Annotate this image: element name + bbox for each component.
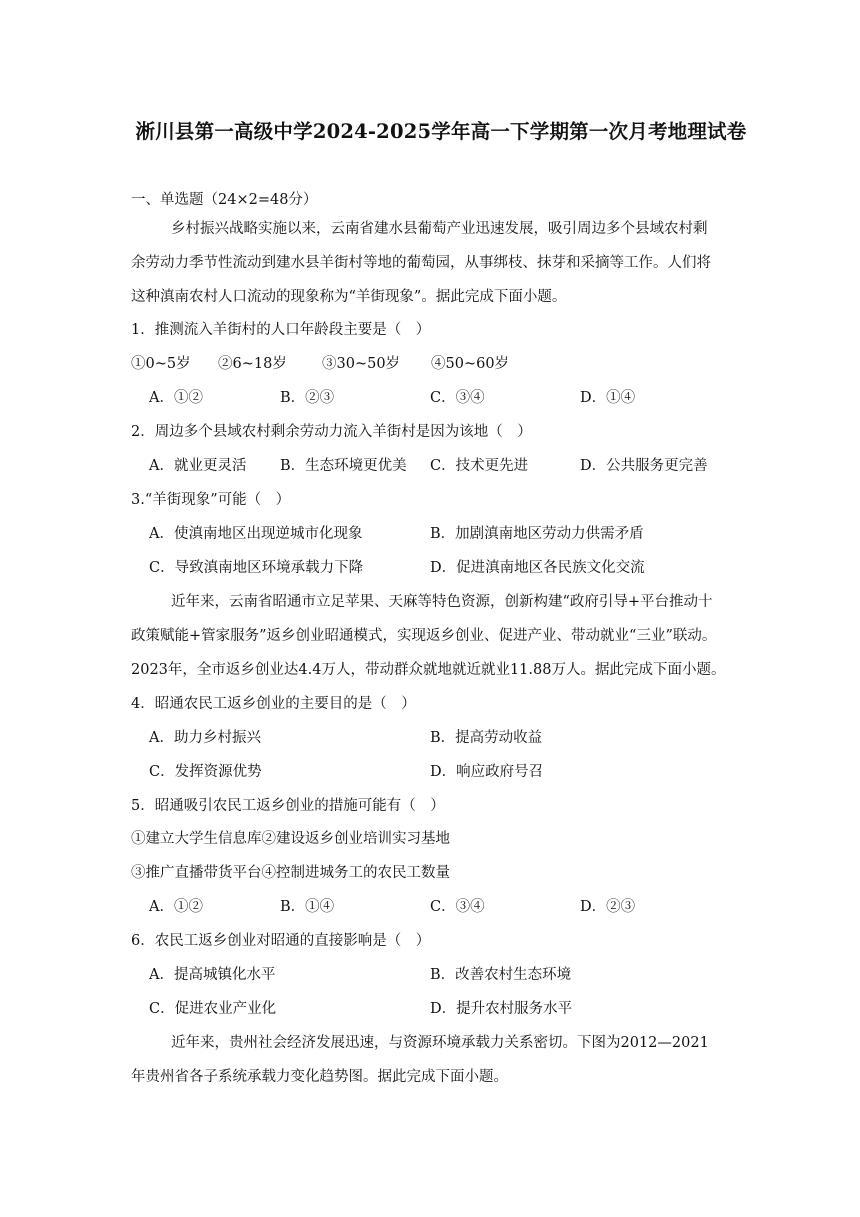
- option-a: A．助力乡村振兴: [149, 730, 261, 746]
- question-stem: 5．昭通吸引农民工返乡创业的措施可能有（ ）: [131, 798, 445, 814]
- option-b: B．生态环境更优美: [280, 458, 407, 474]
- option-c: C．促进农业产业化: [149, 1001, 277, 1017]
- option-c: C．导致滇南地区环境承载力下降: [149, 560, 364, 576]
- passage-line: 余劳动力季节性流动到建水县羊街村等地的葡萄园，从事绑枝、抹芽和采摘等工作。人们将: [131, 255, 711, 271]
- option-a: A．就业更灵活: [149, 458, 247, 474]
- passage-line: 乡村振兴战略实施以来，云南省建水县葡萄产业迅速发展，吸引周边多个县域农村剩: [171, 221, 708, 237]
- exam-title: 淅川县第一高级中学2024-2025学年高一下学期第一次月考地理试卷: [135, 120, 747, 143]
- question-stem: 1．推测流入羊街村的人口年龄段主要是（ ）: [131, 322, 431, 338]
- option-d: D．①④: [580, 390, 636, 406]
- choice-item: ④50~60岁: [431, 356, 510, 372]
- question-stem: 2．周边多个县域农村剩余劳动力流入羊街村是因为该地（ ）: [131, 424, 532, 440]
- choice-item: ③30~50岁: [322, 356, 401, 372]
- passage-line: 年贵州省各子系统承载力变化趋势图。据此完成下面小题。: [131, 1069, 508, 1085]
- option-d: D．提升农村服务水平: [430, 1001, 573, 1017]
- option-d: D．促进滇南地区各民族文化交流: [430, 560, 645, 576]
- question-stem: 4．昭通农民工返乡创业的主要目的是（ ）: [131, 696, 416, 712]
- choice-item: ②6~18岁: [218, 356, 287, 372]
- option-a: A．使滇南地区出现逆城市化现象: [149, 526, 363, 542]
- option-c: C．③④: [430, 390, 485, 406]
- option-b: B．提高劳动收益: [430, 730, 543, 746]
- passage-line: 政策赋能+管家服务”返乡创业昭通模式，实现返乡创业、促进产业、带动就业“三业”联动。: [131, 628, 717, 644]
- choice-line: ①建立大学生信息库②建设返乡创业培训实习基地: [131, 831, 450, 847]
- option-c: C．发挥资源优势: [149, 764, 262, 780]
- option-a: A．①②: [149, 899, 203, 915]
- passage-line: 这种滇南农村人口流动的现象称为“羊街现象”。据此完成下面小题。: [131, 289, 567, 305]
- question-stem: 6．农民工返乡创业对昭通的直接影响是（ ）: [131, 933, 431, 949]
- option-a: A．提高城镇化水平: [149, 967, 276, 983]
- passage-line: 近年来，贵州社会经济发展迅速，与资源环境承载力关系密切。下图为2012—2021: [171, 1035, 709, 1051]
- option-d: D．公共服务更完善: [580, 458, 708, 474]
- option-c: C．③④: [430, 899, 485, 915]
- passage-line: 2023年，全市返乡创业达4.4万人，带动群众就地就近就业11.88万人。据此完成下面小题。: [131, 662, 726, 678]
- option-b: B．加剧滇南地区劳动力供需矛盾: [430, 526, 644, 542]
- option-b: B．改善农村生态环境: [430, 967, 572, 983]
- choice-item: ①0~5岁: [131, 356, 191, 372]
- option-b: B．②③: [280, 390, 335, 406]
- option-d: D．响应政府号召: [430, 764, 544, 780]
- section-heading: 一、单选题（24×2=48分）: [131, 192, 318, 208]
- option-a: A．①②: [149, 390, 203, 406]
- passage-line: 近年来，云南省昭通市立足苹果、天麻等特色资源，创新构建“政府引导+平台推动十: [171, 594, 713, 610]
- option-b: B．①④: [280, 899, 335, 915]
- option-c: C．技术更先进: [430, 458, 529, 474]
- option-d: D．②③: [580, 899, 636, 915]
- question-stem: 3.“羊街现象”可能（ ）: [131, 492, 291, 508]
- choice-line: ③推广直播带货平台④控制进城务工的农民工数量: [131, 865, 450, 881]
